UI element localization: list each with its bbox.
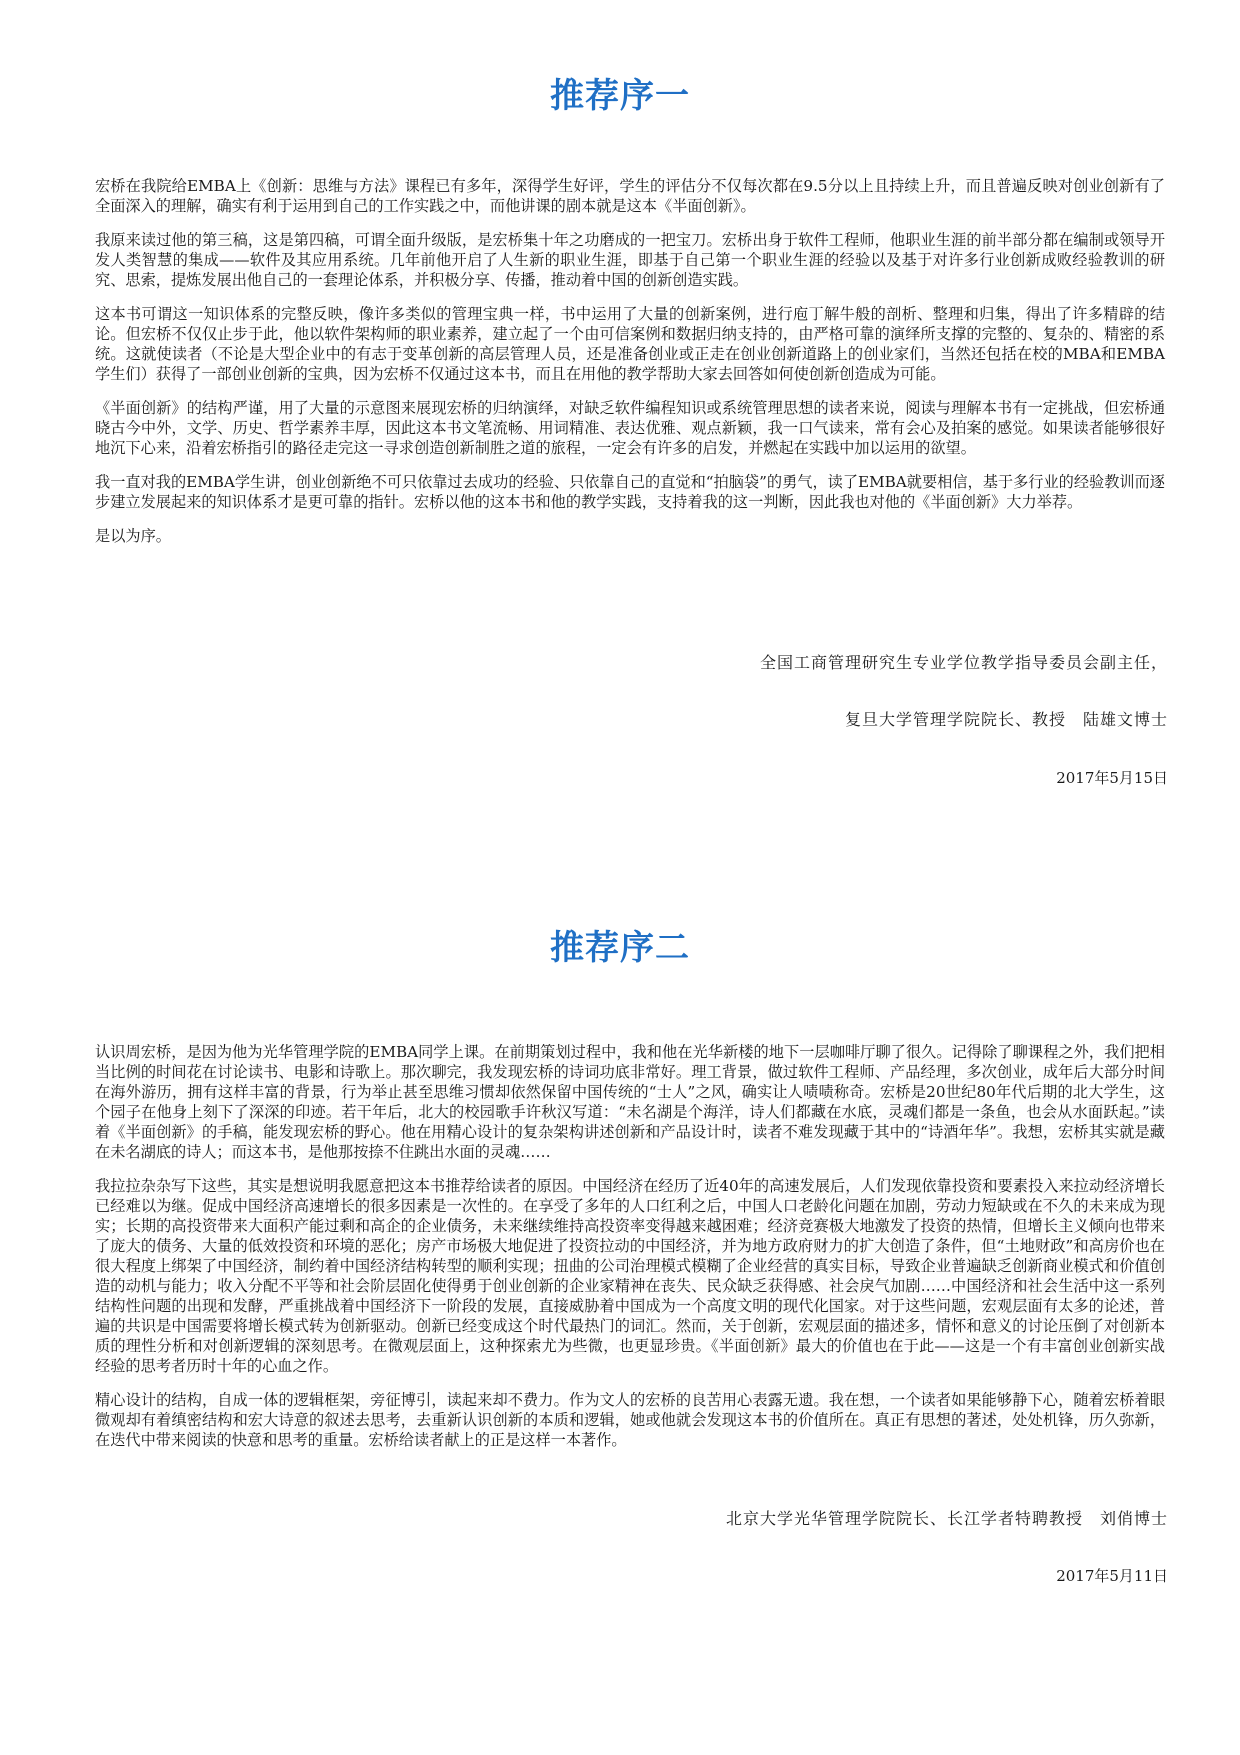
preface2-paragraph: 精心设计的结构，自成一体的逻辑框架，旁征博引，读起来却不费力。作为文人的宏桥的良苦用心表露无遗。我在想，一个读者如果能够静下心，随着宏桥着眼微观却有着缜密结构和宏大诗意的叙述去思考，去重新认识创新的本质和逻辑，她或他就会发现这本书的价值所在。真正有思想的著述，处处机锋，历久弥新，在迭代中带来阅读的快意和思考的重量。宏桥给读者献上的正是这样一本著作。 (95, 1391, 1165, 1449)
preface1-signature-line1: 全国工商管理研究生专业学位教学指导委员会副主任， (759, 653, 1168, 672)
preface2-date: 2017年5月11日 (1056, 1567, 1168, 1585)
preface2-body (95, 1042, 1165, 1464)
preface2-paragraph: 我拉拉杂杂写下这些，其实是想说明我愿意把这本书推荐给读者的原因。中国经济在经历了近40年的高速发展后，人们发现依靠投资和要素投入来拉动经济增长已经难以为继。促成中国经济高速增长的很多因素是一次性的。在享受了多年的人口红利之后，中国人口老龄化问题在加剧，劳动力短缺或在不久的未来成为现实；长期的高投资带来大面积产能过剩和高企的企业债务，未来继续维持高投资率变得越来越困难；经济竞赛极大地激发了投资的热情，但增长主义倾向也带来了庞大的债务、大量的低效投资和环境的恶化；房产市场极大地促进了投资拉动的中国经济，并为地方政府财力的扩大创造了条件，但“土地财政”和高房价也在很大程度上绑架了中国经济，制约着中国经济结构转型的顺利实现；扭曲的公司治理模式模糊了企业经营的真实目标，导致企业普遍缺乏创新商业模式和价值创造的动机与能力；收入分配不平等和社会阶层固化使得勇于创业创新的企业家精神在丧失、民众缺乏获得感、社会戾气加剧……中国经济和社会生活中这一系列结构性问题的出现和发酵，严重挑战着中国经济下一阶段的发展，直接威胁着中国成为一个高度文明的现代化国家。对于这些问题，宏观层面有太多的论述，普遍的共识是中国需要将增长模式转为创新驱动。创新已经变成这个时代最热门的词汇。然而，关于创新，宏观层面的描述多，情怀和意义的讨论压倒了对创新本质的理性分析和对创新逻辑的深刻思考。在微观层面上，这种探索尤为些微，也更显珍贵。《半面创新》最大的价值也在于此——这是一个有丰富创业创新实战经验的思考者历时十年的心血之作。 (95, 1177, 1165, 1375)
preface1-body (95, 176, 1165, 560)
preface1-paragraph: 我原来读过他的第三稿，这是第四稿，可谓全面升级版，是宏桥集十年之功磨成的一把宝刀。宏桥出身于软件工程师，他职业生涯的前半部分都在编制或领导开发人类智慧的集成——软件及其应用系统。几年前他开启了人生新的职业生涯，即基于自己第一个职业生涯的经验以及基于对许多行业创新成败经验教训的研究、思索，提炼发展出他自己的一套理论体系，并积极分享、传播，推动着中国的创新创造实践。 (95, 231, 1165, 289)
preface2-title: 推荐序二 (550, 928, 690, 968)
preface2-signature: 北京大学光华管理学院院长、长江学者特聘教授 刘俏博士 (725, 1509, 1168, 1528)
preface2-paragraph: 认识周宏桥，是因为他为光华管理学院的EMBA同学上课。在前期策划过程中，我和他在光华新楼的地下一层咖啡厅聊了很久。记得除了聊课程之外，我们把相当比例的时间花在讨论读书、电影和诗歌上。那次聊完，我发现宏桥的诗词功底非常好。理工背景，做过软件工程师、产品经理，多次创业，成年后大部分时间在海外游历，拥有这样丰富的背景，行为举止甚至思维习惯却依然保留中国传统的“士人”之风，确实让人啧啧称奇。宏桥是20世纪80年代后期的北大学生，这个园子在他身上刻下了深深的印迹。若干年后，北大的校园歌手许秋汉写道：“未名湖是个海洋，诗人们都藏在水底，灵魂们都是一条鱼，也会从水面跃起。”读着《半面创新》的手稿，能发现宏桥的野心。他在用精心设计的复杂架构讲述创新和产品设计时，读者不难发现藏于其中的“诗酒年华”。我想，宏桥其实就是藏在未名湖底的诗人；而这本书，是他那按捺不住跳出水面的灵魂…… (95, 1043, 1165, 1161)
preface1-date: 2017年5月15日 (1056, 769, 1168, 787)
preface1-paragraph: 宏桥在我院给EMBA上《创新：思维与方法》课程已有多年，深得学生好评，学生的评估分不仅每次都在9.5分以上且持续上升，而且普遍反映对创业创新有了全面深入的理解，确实有利于运用到自己的工作实践之中，而他讲课的剧本就是这本《半面创新》。 (95, 177, 1165, 215)
preface1-signature-line2: 复旦大学管理学院院长、教授 陆雄文博士 (844, 710, 1168, 729)
preface1-paragraph: 是以为序。 (95, 527, 171, 545)
preface1-paragraph: 我一直对我的EMBA学生讲，创业创新绝不可只依靠过去成功的经验、只依靠自己的直觉和“拍脑袋”的勇气，读了EMBA就要相信，基于多行业的经验教训而逐步建立发展起来的知识体系才是更可靠的指针。宏桥以他的这本书和他的教学实践，支持着我的这一判断，因此我也对他的《半面创新》大力举荐。 (95, 473, 1165, 511)
preface1-title: 推荐序一 (550, 76, 690, 116)
preface1-paragraph: 这本书可谓这一知识体系的完整反映，像许多类似的管理宝典一样，书中运用了大量的创新案例，进行庖丁解牛般的剖析、整理和归集，得出了许多精辟的结论。但宏桥不仅仅止步于此，他以软件架构师的职业素养，建立起了一个由可信案例和数据归纳支持的，由严格可靠的演绎所支撑的完整的、复杂的、精密的系统。这就使读者（不论是大型企业中的有志于变革创新的高层管理人员，还是准备创业或正走在创业创新道路上的创业家们，当然还包括在校的MBA和EMBA学生们）获得了一部创业创新的宝典，因为宏桥不仅通过这本书，而且在用他的教学帮助大家去回答如何使创新创造成为可能。 (95, 305, 1165, 383)
preface1-paragraph: 《半面创新》的结构严谨，用了大量的示意图来展现宏桥的归纳演绎，对缺乏软件编程知识或系统管理思想的读者来说，阅读与理解本书有一定挑战，但宏桥通晓古今中外，文学、历史、哲学素养丰厚，因此这本书文笔流畅、用词精准、表达优雅、观点新颖，我一口气读来，常有会心及拍案的感觉。如果读者能够很好地沉下心来，沿着宏桥指引的路径走完这一寻求创造创新制胜之道的旅程，一定会有许多的启发，并燃起在实践中加以运用的欲望。 (95, 399, 1165, 457)
